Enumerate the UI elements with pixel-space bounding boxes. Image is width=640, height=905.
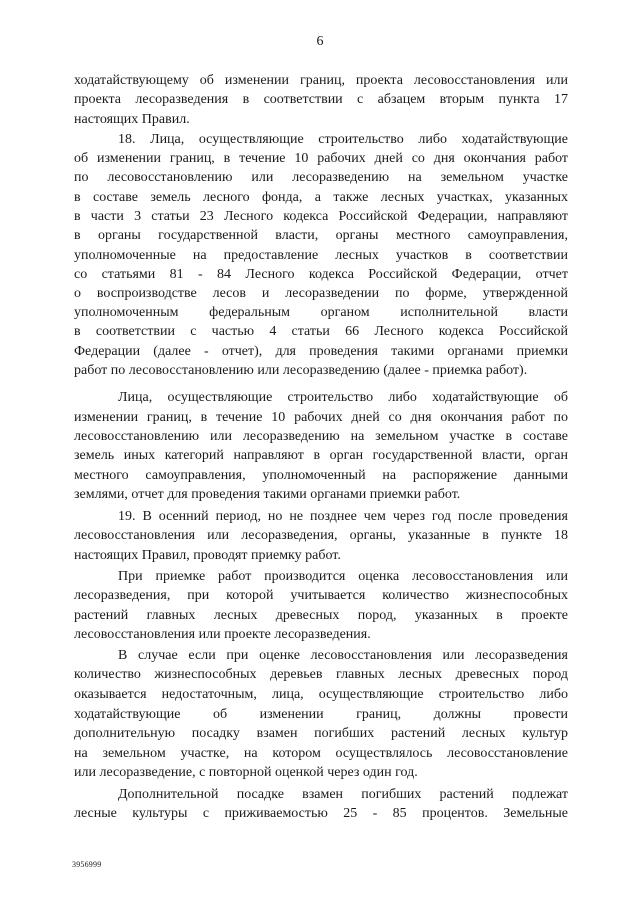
- text-line: на земельном участке, на котором осуществлялось лесовосстановление: [74, 746, 568, 761]
- document-code: 3956999: [72, 860, 102, 869]
- text-line: лесные культуры с приживаемостью 25 - 85 процентов. Земельные: [74, 806, 568, 821]
- text-line: 18. Лица, осуществляющие строительство либо ходатайствующие: [118, 132, 568, 147]
- text-line: землями, отчет для проведения такими органами приемки работ.: [74, 487, 461, 502]
- text-line: или лесоразведение, с повторной оценкой через один год.: [74, 765, 418, 780]
- text-line: При приемке работ производится оценка лесовосстановления или: [118, 569, 568, 584]
- text-line: в соответствии с частью 4 статьи 66 Лесного кодекса Российской: [74, 324, 568, 339]
- text-line: о воспроизводстве лесов и лесоразведении по форме, утвержденной: [74, 286, 568, 301]
- text-line: работ по лесовосстановлению или лесоразведению (далее - приемка работ).: [74, 363, 528, 378]
- text-line: в органы государственной власти, органы местного самоуправления,: [74, 228, 568, 243]
- text-line: количество жизнеспособных деревьев главных лесных древесных пород: [74, 667, 568, 682]
- text-line: Лица, осуществляющие строительство либо ходатайствующие об: [118, 390, 568, 405]
- text-line: местного самоуправления, уполномоченный на распоряжение данными: [74, 468, 568, 483]
- text-line: растений главных лесных древесных пород, указанных в проекте: [74, 608, 568, 623]
- text-line: лесовосстановления или проекте лесоразведения.: [74, 627, 371, 642]
- text-line: лесовосстановления или лесоразведения, органы, указанные в пункте 18: [74, 528, 568, 543]
- text-line: проекта лесоразведения в соответствии с абзацем вторым пункта 17: [74, 92, 568, 107]
- text-line: земель иных категорий направляют в орган государственной власти, орган: [74, 448, 568, 463]
- text-line: оказывается недостаточным, лица, осуществляющие строительство либо: [74, 687, 568, 702]
- text-line: уполномоченным федеральным органом исполнительной власти: [74, 305, 568, 320]
- text-line: дополнительную посадку взамен погибших растений лесных культур: [74, 726, 568, 741]
- page-number: 6: [316, 34, 324, 49]
- text-line: в составе земель лесного фонда, а также лесных участках, указанных: [74, 190, 568, 205]
- text-line: ходатайствующие об изменении границ, должны провести: [74, 707, 568, 722]
- text-line: лесовосстановлению или лесоразведению на земельном участке в составе: [74, 429, 568, 444]
- text-line: уполномоченные на предоставление лесных участков в соответствии: [74, 248, 568, 263]
- text-line: В случае если при оценке лесовосстановления или лесоразведения: [118, 648, 568, 663]
- text-line: по лесовосстановлению или лесоразведению на земельном участке: [74, 170, 568, 185]
- text-line: в части 3 статьи 23 Лесного кодекса Российской Федерации, направляют: [74, 209, 568, 224]
- text-line: ходатайствующему об изменении границ, проекта лесовосстановления или: [74, 73, 568, 88]
- text-line: лесоразведения, при которой учитывается количество жизнеспособных: [74, 588, 568, 603]
- text-line: со статьями 81 - 84 Лесного кодекса Российской Федерации, отчет: [74, 267, 568, 282]
- text-line: Федерации (далее - отчет), для проведения такими органами приемки: [74, 344, 568, 359]
- text-line: настоящих Правил.: [74, 112, 190, 127]
- text-line: изменении границ, в течение 10 рабочих дней со дня окончания работ по: [74, 410, 568, 425]
- text-line: Дополнительной посадке взамен погибших растений подлежат: [118, 787, 568, 802]
- text-line: 19. В осенний период, но не позднее чем через год после проведения: [118, 509, 568, 524]
- text-line: настоящих Правил, проводят приемку работ.: [74, 548, 341, 563]
- text-line: об изменении границ, в течение 10 рабочих дней со дня окончания работ: [74, 151, 568, 166]
